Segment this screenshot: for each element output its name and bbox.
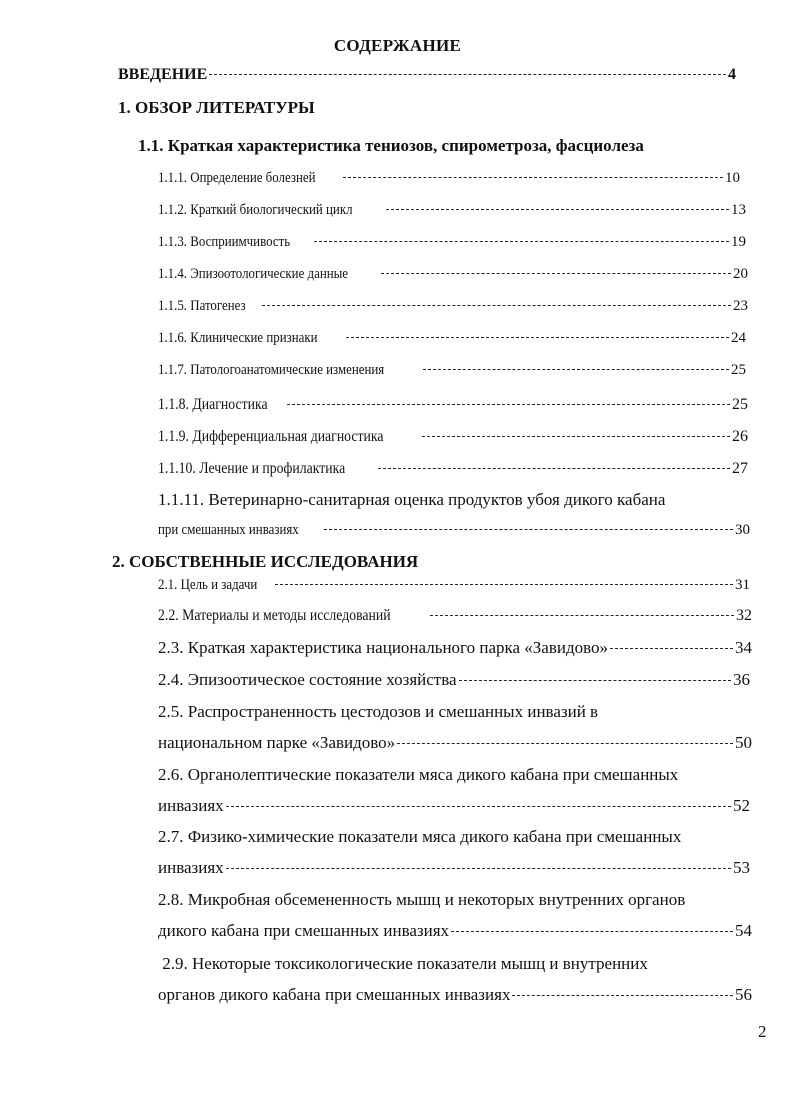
toc-entry xyxy=(158,170,740,187)
toc-entry-line1: 2.7. Физико-химические показатели мяса дикого кабана при смешанных xyxy=(158,827,682,846)
toc-label: 2.2. Материалы и методы исследований xyxy=(158,607,391,624)
toc-entry-line1: 2.6. Органолептические показатели мяса дикого кабана при смешанных xyxy=(158,765,679,784)
dot-leader xyxy=(314,241,729,242)
toc-label: 1.1.8. Диагностика xyxy=(158,396,268,413)
toc-page: 27 xyxy=(732,460,748,477)
toc-label: 1.1.4. Эпизоотологические данные xyxy=(158,266,349,282)
toc-label: органов дикого кабана при смешанных инвазиях xyxy=(158,985,511,1004)
toc-entry xyxy=(158,577,750,594)
toc-entry xyxy=(158,202,746,219)
toc-entry xyxy=(158,396,748,414)
toc-entry xyxy=(158,234,746,251)
toc-entry-intro xyxy=(118,66,736,84)
toc-label: 2.3. Краткая характеристика национального парка «Завидово» xyxy=(158,638,609,657)
toc-label: 1.1.5. Патогенез xyxy=(158,298,246,314)
toc-page: 30 xyxy=(735,522,750,538)
section-heading-1: 1. ОБЗОР ЛИТЕРАТУРЫ xyxy=(118,98,315,117)
toc-page: 56 xyxy=(735,985,752,1004)
dot-leader xyxy=(610,648,733,649)
subsection-heading-1-1: 1.1. Краткая характеристика тениозов, спирометроза, фасциолеза xyxy=(138,136,644,155)
toc-entry xyxy=(158,522,750,539)
toc-page: 23 xyxy=(733,298,748,314)
toc-entry xyxy=(158,921,752,941)
toc-label: 1.1.10. Лечение и профилактика xyxy=(158,460,346,477)
toc-label: 1.1.9. Дифференциальная диагностика xyxy=(158,428,384,445)
toc-entry xyxy=(158,266,748,283)
toc-label: 1.1.7. Патологоанатомические изменения xyxy=(158,362,385,378)
toc-page: 53 xyxy=(733,858,750,877)
toc-entry xyxy=(158,733,752,753)
dot-leader xyxy=(346,337,729,338)
toc-entry xyxy=(158,607,752,625)
toc-label: инвазиях xyxy=(158,858,224,877)
dot-leader xyxy=(209,74,726,75)
section-heading-2: 2. СОБСТВЕННЫЕ ИССЛЕДОВАНИЯ xyxy=(112,552,419,571)
toc-entry xyxy=(158,298,748,315)
toc-page: 52 xyxy=(733,796,750,815)
dot-leader xyxy=(459,680,731,681)
toc-page: 13 xyxy=(731,202,746,218)
dot-leader xyxy=(423,369,729,370)
toc-entry-line1: 2.9. Некоторые токсикологические показатели мышц и внутренних xyxy=(158,954,648,973)
toc-label: 1.1.2. Краткий биологический цикл xyxy=(158,202,353,218)
toc-entry xyxy=(158,796,750,816)
toc-entry-line1: 1.1.11. Ветеринарно-санитарная оценка продуктов убоя дикого кабана xyxy=(158,490,666,509)
toc-label: 2.1. Цель и задачи xyxy=(158,577,258,593)
dot-leader xyxy=(430,615,734,616)
dot-leader xyxy=(451,931,733,932)
toc-label: при смешанных инвазиях xyxy=(158,522,299,538)
toc-page: 25 xyxy=(731,362,746,378)
toc-page: 32 xyxy=(736,607,752,624)
toc-page: 20 xyxy=(733,266,748,282)
toc-label: национальном парке «Завидово» xyxy=(158,733,396,752)
toc-entry xyxy=(158,670,750,690)
page-number: 2 xyxy=(758,1022,767,1041)
toc-label: инвазиях xyxy=(158,796,224,815)
toc-page: 26 xyxy=(732,428,748,445)
dot-leader xyxy=(275,584,733,585)
toc-entry xyxy=(158,858,750,878)
toc-entry xyxy=(158,638,752,658)
toc-page: 25 xyxy=(732,396,748,413)
toc-entry xyxy=(158,985,752,1005)
dot-leader xyxy=(378,468,730,469)
toc-page: 10 xyxy=(725,170,740,186)
toc-page: 36 xyxy=(733,670,750,689)
toc-label: 1.1.1. Определение болезней xyxy=(158,170,316,186)
toc-entry xyxy=(158,460,748,478)
toc-page: 50 xyxy=(735,733,752,752)
dot-leader xyxy=(422,436,730,437)
dot-leader xyxy=(226,806,731,807)
dot-leader xyxy=(512,995,733,996)
dot-leader xyxy=(381,273,731,274)
toc-entry-line1: 2.5. Распространенность цестодозов и смешанных инвазий в xyxy=(158,702,599,721)
page-title: СОДЕРЖАНИЕ xyxy=(333,36,462,55)
toc-page: 4 xyxy=(728,66,736,83)
toc-entry-line1: 2.8. Микробная обсемененность мышц и некоторых внутренних органов xyxy=(158,890,686,909)
toc-label: дикого кабана при смешанных инвазиях xyxy=(158,921,450,940)
toc-page: 54 xyxy=(735,921,752,940)
toc-entry xyxy=(158,428,748,446)
toc-label: ВВЕДЕНИЕ xyxy=(118,66,208,83)
toc-page: 34 xyxy=(735,638,752,657)
dot-leader xyxy=(397,743,733,744)
toc-page: 19 xyxy=(731,234,746,250)
dot-leader xyxy=(324,529,733,530)
toc-label: 2.4. Эпизоотическое состояние хозяйства xyxy=(158,670,457,689)
toc-entry xyxy=(158,362,746,379)
dot-leader xyxy=(262,305,731,306)
toc-entry xyxy=(158,330,746,347)
dot-leader xyxy=(386,209,729,210)
toc-label: 1.1.3. Восприимчивость xyxy=(158,234,291,250)
toc-page: 24 xyxy=(731,330,746,346)
toc-label: 1.1.6. Клинические признаки xyxy=(158,330,318,346)
toc-page: 31 xyxy=(735,577,750,593)
dot-leader xyxy=(343,177,723,178)
dot-leader xyxy=(287,404,730,405)
dot-leader xyxy=(226,868,731,869)
